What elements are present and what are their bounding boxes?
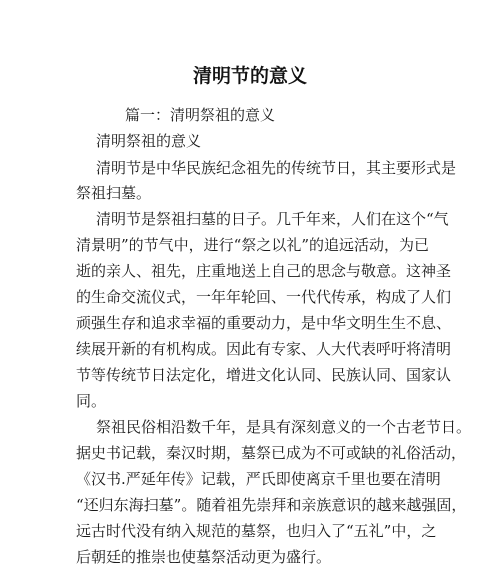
- text-line: 顽强生存和追求幸福的重要动力，是中华文明生生不息、: [76, 314, 452, 332]
- text-line: 远古时代没有纳入规范的墓祭，也归入了“五礼”中，之: [76, 522, 437, 540]
- text-line: 据史书记载，秦汉时期，墓祭已成为不可或缺的礼俗活动，: [76, 444, 467, 462]
- text-line: 同。: [76, 392, 107, 410]
- text-line: 祭祖扫墓。: [76, 184, 152, 202]
- paragraph-heading: 清明祭祖的意义: [96, 132, 202, 150]
- text-line: 后朝廷的推崇也使墓祭活动更为盛行。: [76, 548, 332, 566]
- text-line: “还归东海扫墓”。随着祖先崇拜和亲族意识的越来越强固，: [76, 496, 467, 514]
- text-line: 的生命交流仪式，一年年轮回、一代代传承，构成了人们: [76, 288, 452, 306]
- text-line: 祭祖民俗相沿数千年，是具有深刻意义的一个古老节日。: [96, 418, 472, 436]
- section-heading: 篇一：清明祭祖的意义: [125, 106, 276, 124]
- document-title: 清明节的意义: [192, 65, 307, 87]
- text-line: 清景明”的节气中，进行“祭之以礼”的追远活动，为已: [76, 236, 430, 254]
- text-line: 清明节是祭祖扫墓的日子。几千年来，人们在这个“气: [96, 210, 449, 228]
- text-line: 清明节是中华民族纪念祖先的传统节日，其主要形式是: [96, 159, 457, 177]
- text-line: 续展开新的有机构成。因此有专家、人大代表呼吁将清明: [76, 340, 452, 358]
- text-line: 《汉书.严延年传》记载，严氏即使离京千里也要在清明: [76, 470, 441, 488]
- text-line: 节等传统节日法定化，增进文化认同、民族认同、国家认: [76, 366, 452, 384]
- text-line: 逝的亲人、祖先，庄重地送上自己的思念与敬意。这神圣: [76, 262, 452, 280]
